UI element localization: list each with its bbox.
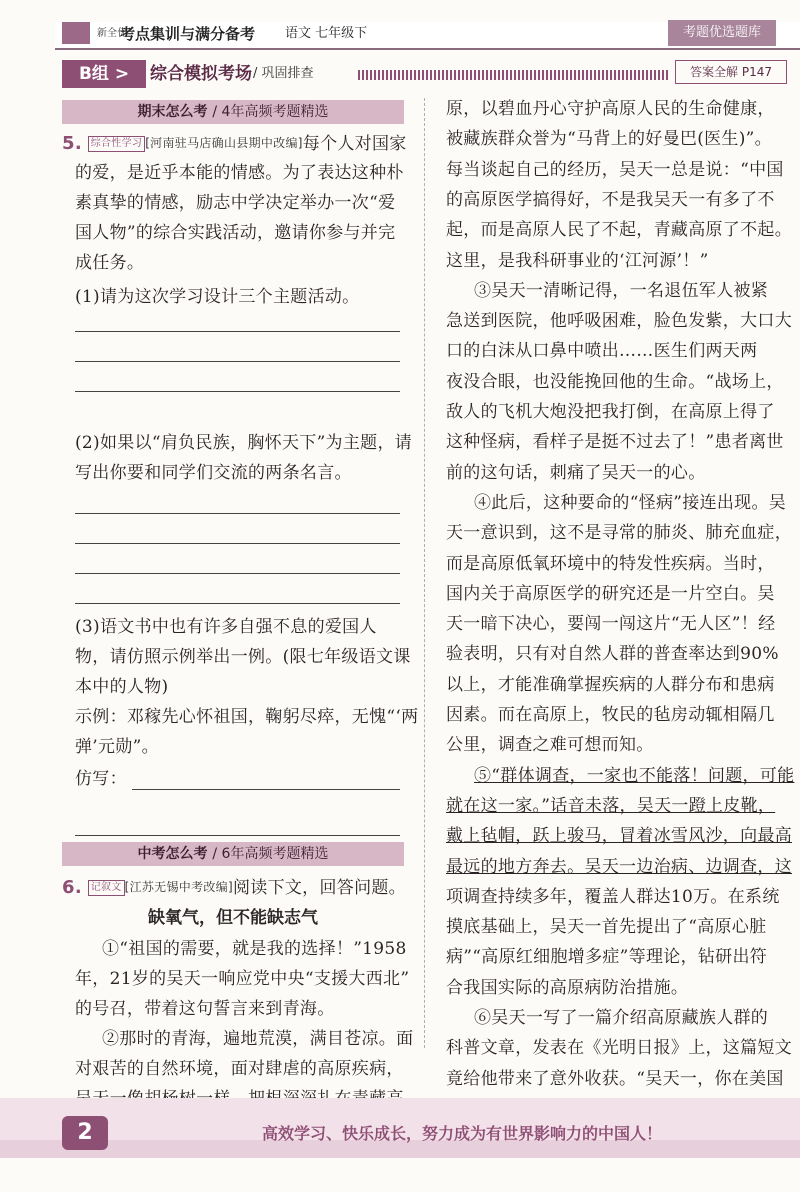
section-subtitle: / 巩固排查 — [253, 66, 314, 81]
q5-part1: (1)请为这次学习设计三个主题活动。 — [75, 287, 360, 307]
article-line: 急送到医院，他呼吸困难，脸色发紫，大口大 — [446, 311, 792, 332]
banner-zhongkao — [62, 842, 404, 866]
q5-line: 的爱，是近乎本能的情感。为了表达这种朴 — [75, 163, 404, 183]
question-type-tag: 综合性学习 — [88, 136, 146, 152]
question-number: 5. — [62, 133, 82, 154]
article-line: 年，21岁的吴天一响应党中央“支援大西北” — [75, 969, 410, 989]
article-line: 口的白沫从口鼻中喷出……医生们两天两 — [446, 341, 758, 362]
banner-subtitle: / 4年高频考题精选 — [212, 104, 329, 120]
article-line: 验表明，只有对自然人群的普查率达到90% — [446, 644, 779, 665]
article-line: 合我国实际的高原病防治措施。 — [446, 977, 689, 998]
question-bank-label: 考题优选题库 — [668, 20, 776, 46]
question-source: [江苏无锡中考改编] — [124, 880, 233, 894]
answer-reference: 答案全解 P147 — [675, 60, 787, 84]
article-line: 公里，调查之难可想而知。 — [446, 735, 654, 756]
article-line: 起，而是高原人民了不起，青藏高原了不起。 — [446, 220, 792, 241]
q5-part3-line: (3)语文书中也有许多自强不息的爱国人 — [75, 617, 377, 637]
q5-line: 国人物”的综合实践活动，邀请你参与并完 — [75, 223, 396, 243]
subject-label: 语文 七年级下 — [285, 26, 368, 41]
header-divider — [55, 48, 800, 50]
q5-line: 每个人对国家 — [302, 134, 407, 154]
q5-first-line — [62, 128, 407, 159]
banner-subtitle: / 6年高频考题精选 — [212, 846, 329, 862]
article-line: 夜没合眼，也没能挽回他的生命。“战场上， — [446, 371, 784, 392]
q5-part2-line: (2)如果以“肩负民族，胸怀天下”为主题，请 — [75, 433, 413, 453]
article-line: 病”“高原红细胞增多症”等理论，钻研出符 — [446, 947, 768, 968]
q5-line: 成任务。 — [75, 253, 145, 273]
article-line: 原，以碧血丹心守护高原人民的生命健康， — [446, 99, 775, 119]
article-line: 项调查持续多年，覆盖人群达10万。在系统 — [446, 886, 780, 907]
question-number: 6. — [62, 877, 82, 898]
answer-line[interactable] — [75, 330, 400, 332]
banner-title: 中考怎么考 — [137, 846, 208, 862]
article-line: 国内关于高原医学的研究还是一片空白。吴 — [446, 583, 775, 604]
imitate-answer-line[interactable] — [132, 788, 400, 790]
article-line: 科普文章，发表在《光明日报》上，这篇短文 — [446, 1038, 792, 1059]
banner-final-exam — [62, 100, 404, 124]
article-line: 的高原医学搞得好，不是我吴天一有多了不 — [446, 189, 775, 210]
article-line: 这种怪病，看样子是挺不过去了！”患者离世 — [446, 432, 784, 453]
question-source: [河南驻马店确山县期中改编] — [145, 136, 303, 150]
answer-line[interactable] — [75, 390, 400, 392]
article-line: 而是高原低氧环境中的特发性疾病。当时， — [446, 553, 775, 574]
article-line: ③吴天一清晰记得，一名退伍军人被紧 — [474, 280, 769, 301]
footer-slogan: 高效学习、快乐成长，努力成为有世界影响力的中国人！ — [262, 1124, 663, 1143]
article-line: 这里，是我科研事业的‘江河源’！” — [446, 250, 709, 271]
answer-line[interactable] — [75, 512, 400, 514]
brand-logo: 新全优 — [97, 28, 127, 39]
article-line: ⑥吴天一写了一篇介绍高原藏族人群的 — [474, 1008, 769, 1028]
answer-line[interactable] — [75, 834, 400, 836]
section-title: 综合模拟考场 — [150, 64, 252, 84]
answer-line[interactable] — [75, 542, 400, 544]
article-line: 摸底基础上，吴天一首先提出了“高原心脏 — [446, 917, 767, 938]
article-line: ①“祖国的需要，就是我的选择！”1958 — [102, 939, 407, 959]
article-line: 以上，才能准确掌握疾病的人群分布和患病 — [446, 674, 775, 695]
article-line: 竟给他带来了意外收获。“吴天一，你在美国 — [446, 1068, 784, 1089]
banner-title: 期末怎么考 — [137, 104, 208, 120]
article-line: 戴上毡帽，跃上骏马，冒着冰雪风沙，向最高 — [446, 826, 792, 847]
answer-line[interactable] — [75, 360, 400, 362]
article-line: 前的这句话，刺痛了吴天一的心。 — [446, 462, 706, 483]
article-line: 对艰苦的自然环境，面对肆虐的高原疾病， — [75, 1059, 404, 1079]
article-line: ④此后，这种要命的“怪病”接连出现。吴 — [474, 492, 787, 513]
answer-line[interactable] — [75, 602, 400, 604]
article-line: 每当谈起自己的经历，吴天一总是说：“中国 — [446, 159, 784, 180]
article-line: 最远的地方奔去。吴天一边治病、边调查，这 — [446, 856, 792, 877]
header-color-tab — [62, 22, 90, 44]
article-line: ⑤“群体调查，一家也不能落！问题，可能 — [474, 765, 795, 786]
q6-first-line — [62, 872, 406, 903]
article-line: 的号召，带着这句誓言来到青海。 — [75, 999, 335, 1019]
q5-part3-line: 物，请仿照示例举出一例。(限七年级语文课 — [75, 647, 411, 667]
q5-part2-line: 写出你要和同学们交流的两条名言。 — [75, 463, 352, 483]
article-title: 缺氧气，但不能缺志气 — [148, 908, 318, 928]
group-badge: B组 > — [62, 60, 146, 88]
q5-part3-line: 本中的人物) — [75, 677, 169, 697]
question-type-tag: 记叙文 — [88, 880, 125, 896]
column-divider — [424, 98, 426, 1048]
article-line: 天一暗下决心，要闯一闯这片“无人区”！经 — [446, 614, 776, 635]
q6-instruction: 阅读下文，回答问题。 — [232, 878, 406, 898]
page-number: 2 — [62, 1116, 108, 1150]
q5-line: 素真挚的情感，励志中学决定举办一次“爱 — [75, 193, 396, 213]
article-line: 被藏族群众誉为“马背上的好曼巴(医生)”。 — [446, 129, 772, 150]
article-line: 就在这一家。”话音未落，吴天一蹬上皮靴， — [446, 795, 776, 816]
series-title: 考点集训与满分备考 — [120, 25, 256, 43]
answer-line[interactable] — [75, 572, 400, 574]
article-line: 天一意识到，这不是寻常的肺炎、肺充血症， — [446, 523, 792, 544]
section-dotted-rule — [358, 70, 670, 80]
article-line: 敌人的飞机大炮没把我打倒，在高原上得了 — [446, 402, 775, 422]
q5-part3-line: 示例：邓稼先心怀祖国，鞠躬尽瘁，无愧“‘两 — [75, 707, 419, 727]
imitate-label: 仿写： — [75, 769, 127, 789]
article-line: ②那时的青海，遍地荒漠，满目苍凉。面 — [102, 1029, 414, 1049]
article-line: 因素。而在高原上，牧民的毡房动辄相隔几 — [446, 705, 775, 725]
q5-part3-line: 弹’元勋”。 — [75, 737, 159, 757]
